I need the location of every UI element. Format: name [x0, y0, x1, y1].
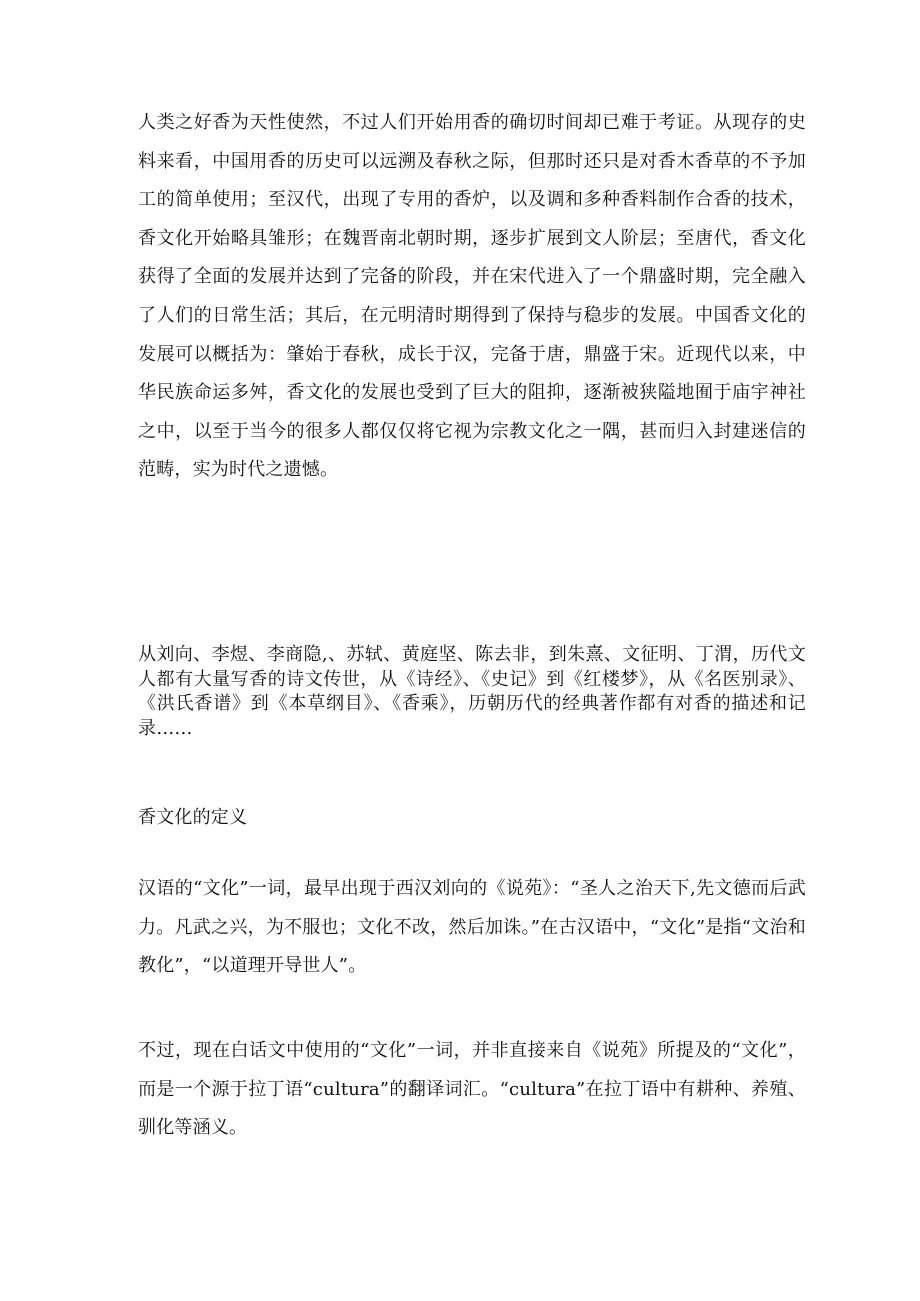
paragraph-history-of-incense: 人类之好香为天性使然，不过人们开始用香的确切时间却已难于考证。从现存的史料来看，中国用香的历史可以远溯及春秋之际，但那时还只是对香木香草的不予加工的简单使用；至汉代，出现了专用的香炉，以及调和多种香料制作合香的技术，香文化开始略具雏形；在魏晋南北朝时期，逐步扩展到文人阶层；至唐代，香文化获得了全面的发展并达到了完备的阶段，并在宋代进入了一个鼎盛时期，完全融入了人们的日常生活；其后，在元明清时期得到了保持与稳步的发展。中国香文化的发展可以概括为：肇始于春秋，成长于汉，完备于唐，鼎盛于宋。近现代以来，中华民族命运多舛，香文化的发展也受到了巨大的阻抑，逐渐被狭隘地囿于庙宇神社之中，以至于当今的很多人都仅仅将它视为宗教文化之一隅，甚而归入封建迷信的范畴，实为时代之遗憾。 [138, 112, 806, 481]
paragraph-cultura-etymology: 不过，现在白话文中使用的“文化”一词，并非直接来自《说苑》所提及的“文化”，而是一个源于拉丁语“cultura”的翻译词汇。“cultura”在拉丁语中有耕种、养殖、驯化等涵义。 [138, 1040, 806, 1139]
section-heading: 香文化的定义 [138, 807, 248, 828]
paragraph-origin-of-wenhua: 汉语的“文化”一词，最早出现于西汉刘向的《说苑》：“圣人之治天下,先文德而后武力。凡武之兴，为不服也；文化不改，然后加诛。”在古汉语中，“文化”是指“文治和教化”，“以道理开导世人”。 [138, 878, 806, 977]
paragraph-literati-and-classics: 从刘向、李煜、李商隐,、苏轼、黄庭坚、陈去非，到朱熹、文征明、丁渭，历代文人都有大量写香的诗文传世，从《诗经》、《史记》到《红楼梦》，从《名医别录》、《洪氏香谱》到《本草纲目》、《香乘》，历朝历代的经典著作都有对香的描述和记录…… [138, 644, 806, 739]
